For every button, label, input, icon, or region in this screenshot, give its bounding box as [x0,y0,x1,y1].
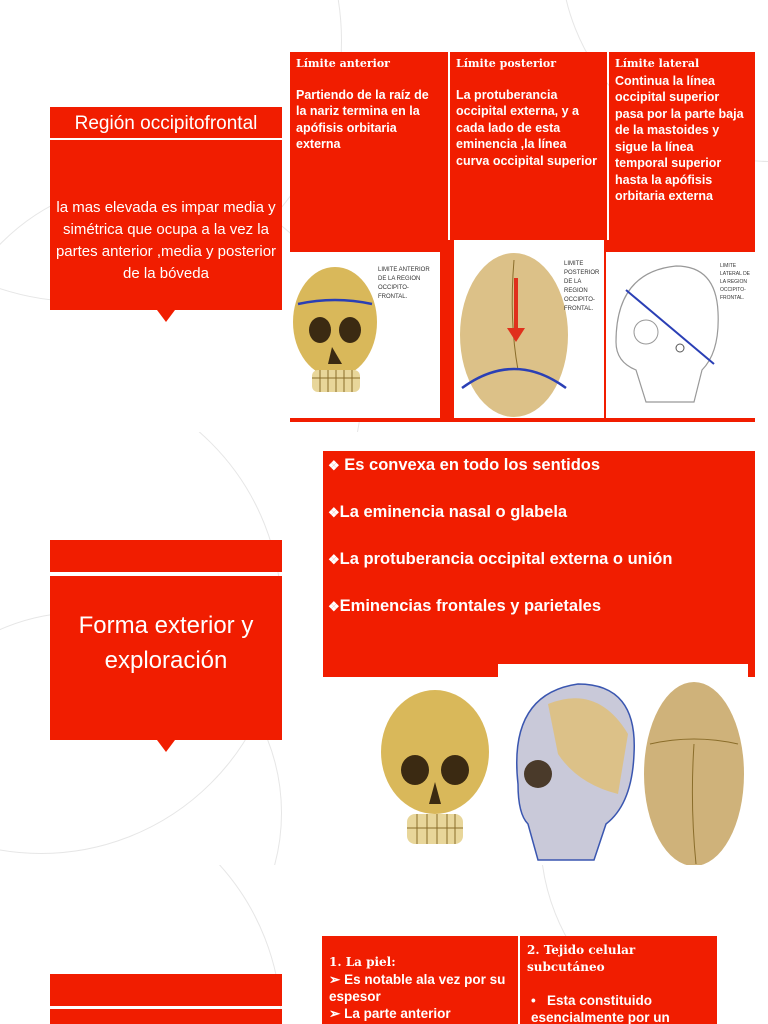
bullet-text: La eminencia nasal o glabela [339,503,568,521]
cell-heading: 1. La piel: [329,955,396,969]
arrow-down-icon [157,740,175,752]
cell-text: La protuberancia occipital externa, y a cada lado de esta eminencia ,la línea curva occipital superior [456,87,598,168]
cell-heading: Límite anterior [296,57,390,70]
limit-lateral-cell [609,52,755,240]
slide-capas [0,865,768,1024]
slide-title: Región occipitofrontal [74,113,258,134]
skull-lateral-image [606,252,755,418]
skull-top-image [640,664,748,865]
bullet-text: Es convexa en todo los sentidos [344,456,601,474]
cell-heading: Límite posterior [456,57,557,70]
bullet-text: La protuberancia occipital externa o unión [339,550,673,568]
diamond-bullet-icon: ❖ [328,458,340,473]
list-item-text: Esta constituido esencialmente por un [531,993,670,1024]
skull-front-image [290,252,440,418]
bullet-item [328,596,748,617]
cell-heading: 2. Tejido celular subcutáneo [527,943,636,974]
image-caption: LIMITE POSTERIOR DE LA REGION OCCIPITO-FRONTAL. [564,261,600,312]
dot-bullet-icon: • [531,993,536,1008]
image-caption: LIMITE ANTERIOR DE LA REGION OCCIPITO-FRONTAL. [378,267,430,300]
diamond-bullet-icon: ❖ [328,505,340,520]
cell-text: Partiendo de la raíz de la nariz termina en la apófisis orbitaria externa [296,87,429,151]
skull-top-image [454,240,604,418]
list-item [527,992,710,1024]
arrow-bullet-icon: ➢ [329,972,341,987]
tejido-cell [520,936,717,1024]
image-caption: LIMITE LATERAL DE LA REGION OCCIPITO-FRONTAL. [720,263,751,301]
list-item-text: La parte anterior [344,1006,451,1021]
arrow-bullet-icon: ➢ [329,1006,341,1021]
bullet-text: Eminencias frontales y parietales [339,597,602,615]
piel-cell [322,936,518,1024]
title-block [50,1009,282,1024]
bullet-item [328,455,748,476]
arrow-down-icon [157,310,175,322]
cell-text: Continua la línea occipital superior pasa por la parte baja de la mastoides y sigue la línea temporal superior hasta la apófisis orbitaria externa [615,73,744,203]
skull-lateral-image [498,664,640,865]
list-item [329,971,511,1005]
bullet-item [328,549,748,570]
diamond-bullet-icon: ❖ [328,552,340,567]
limit-posterior-cell [450,52,607,240]
bullet-panel [323,451,755,677]
title-block [50,576,282,740]
list-item [329,1005,511,1022]
slide-forma-exterior [0,432,768,865]
limit-anterior-cell [290,52,448,240]
list-item-text: Es notable ala vez por su espesor [329,972,506,1004]
title-bar-top [50,540,282,572]
bullet-item [328,502,748,523]
slide-title: Forma exterior y exploración [78,612,254,674]
skull-front-image [377,682,497,865]
title-block [50,113,282,310]
diamond-bullet-icon: ❖ [328,599,340,614]
cell-heading: Límite lateral [615,57,700,70]
slide-region-occipitofrontal [0,0,768,432]
title-bar-top [50,974,282,1006]
slide-description: la mas elevada es impar media y simétrica que ocupa a la vez la partes anterior ,media y posterior de la bóveda [55,199,277,282]
